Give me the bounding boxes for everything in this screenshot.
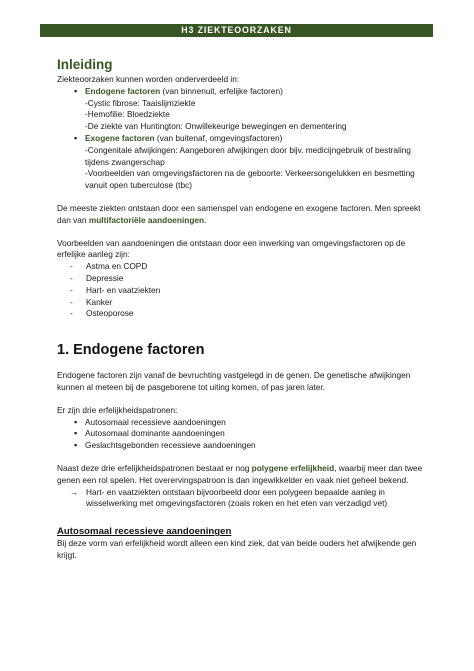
endogeen-example: -Hemofilie: Bloedziekte	[85, 109, 170, 120]
paragraph-text: .	[204, 214, 207, 225]
patterns-list	[57, 417, 425, 452]
examples-list	[57, 261, 425, 320]
list-item: - Osteoporose	[57, 308, 425, 320]
endogeen-label: Endogene factoren	[85, 85, 161, 96]
list-item: - Hart- en vaatziekten	[57, 285, 425, 297]
exogeen-label: Exogene factoren	[85, 132, 155, 143]
endogeen-example: -De ziekte van Huntington: Onwillekeurige bewegingen en dementering	[85, 121, 347, 132]
chapter-banner: H3 ZIEKTEOORZAKEN	[40, 24, 433, 37]
factor-endogeen	[57, 86, 425, 133]
arrow-note-text: Hart- en vaatziekten ontstaan bijvoorbeeld door een polygeen bepaalde aanleg in wisselwerking met omgevingsfactoren (zoals roken en het eten van verzadigd vet)	[86, 486, 388, 509]
list-item: ▪ Geslachtsgebonden recessieve aandoeningen	[57, 440, 425, 452]
polygenic-term: polygene erfelijkheid	[251, 462, 335, 473]
intro-heading: Inleiding	[57, 57, 113, 72]
exogeen-example: -Congenitale afwijkingen: Aangeboren afwijkingen door bijv. medicijngebruik of bestraling tijdens zwangerschap	[85, 144, 411, 167]
multifactorial-term: multifactoriële aandoeningen	[88, 214, 205, 225]
exogeen-description: (van buitenaf, omgevingsfactoren)	[154, 132, 283, 143]
endogeen-description: (van binnenuit, erfelijke factoren)	[160, 85, 283, 96]
section-paragraph: Endogene factoren zijn vanaf de bevruchting vastgelegd in de genen. De genetische afwijkingen kunnen al meteen bij de pasgeborene tot uiting komen, of pas jaren later.	[57, 370, 411, 392]
subsection-heading: Autosomaal recessieve aandoeningen	[57, 526, 232, 538]
list-item: ▪ Autosomaal dominante aandoeningen	[57, 428, 425, 440]
paragraph-text: De meeste ziekten ontstaan door een samenspel van endogene en exogene factoren. Men spreekt dan van	[57, 202, 421, 225]
multifactorial-paragraph	[57, 203, 425, 227]
exogeen-example: -Voorbeelden van omgevingsfactoren na de geboorte: Verkeersongelukken en besmetting vanuit open tuberculose (tbc)	[85, 168, 415, 191]
list-item: - Kanker	[57, 297, 425, 309]
intro-lead: Ziekteoorzaken kunnen worden onderverdeeld in:	[57, 74, 240, 84]
list-item: ▪ Autosomaal recessieve aandoeningen	[57, 417, 425, 429]
factor-list	[57, 86, 425, 192]
factor-exogeen	[57, 133, 425, 192]
paragraph-text: , waarbij meer dan twee genen een rol spelen. Het overervingspatroon is dan ingewikkelder en vaak niet geheel bekend.	[57, 462, 423, 485]
polygenic-paragraph	[57, 463, 425, 487]
section-heading: 1. Endogene factoren	[57, 342, 205, 359]
list-item: - Depressie	[57, 273, 425, 285]
paragraph-text: Naast deze drie erfelijkheidspatronen bestaat er nog	[57, 462, 252, 473]
arrow-note	[57, 487, 425, 511]
list-item: - Astma en COPD	[57, 261, 425, 273]
patterns-intro: Er zijn drie erfelijkheidspatronen:	[57, 404, 178, 415]
endogeen-example: -Cystic fibrose: Taaislijmziekte	[85, 97, 196, 108]
subsection-paragraph: Bij deze vorm van erfelijkheid wordt alleen een kind ziek, dat van beide ouders het afwijkende gen krijgt.	[57, 538, 417, 560]
examples-intro: Voorbeelden van aandoeningen die ontstaan door een inwerking van omgevingsfactoren op de erfelijke aanleg zijn:	[57, 237, 406, 260]
arrow-right-icon: →	[70, 486, 79, 497]
document-content	[57, 56, 425, 562]
